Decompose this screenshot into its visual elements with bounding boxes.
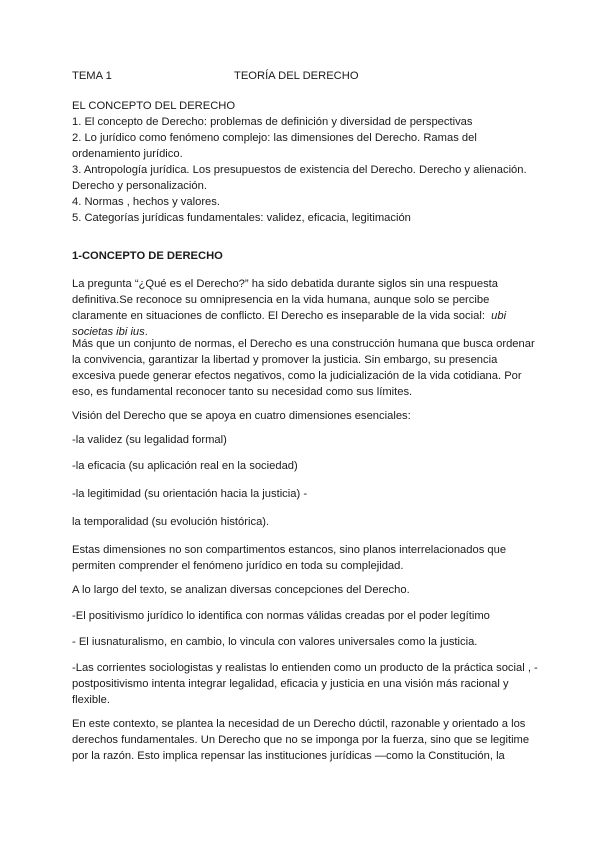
- dimension-eficacia: -la eficacia (su aplicación real en la sociedad): [72, 460, 298, 472]
- index-item-5: 5. Categorías jurídicas fundamentales: validez, eficacia, legitimación: [72, 212, 411, 224]
- paragraph-2: Más que un conjunto de normas, el Derecho es una construcción humana que busca ordenar la convivencia, garantizar la libertad y promover la justicia. Sin embargo, su presencia excesiva puede generar efectos negativos, como la judicialización de la vida cotidiana. Por eso, es fundamental reconocer tanto su necesidad como sus límites.: [72, 338, 535, 398]
- paragraph-1-end: .: [144, 326, 148, 338]
- index-item-4: 4. Normas , hechos y valores.: [72, 196, 220, 208]
- paragraph-7: - El iusnaturalismo, en cambio, lo vincula con valores universales como la justicia.: [72, 636, 478, 648]
- dimension-validez: -la validez (su legalidad formal): [72, 434, 227, 446]
- index-heading: EL CONCEPTO DEL DERECHO: [72, 100, 236, 112]
- paragraph-1: [72, 276, 542, 340]
- paragraph-6: -El positivismo jurídico lo identifica con normas válidas creadas por el poder legítimo: [72, 610, 490, 622]
- index-item-1: 1. El concepto de Derecho: problemas de definición y diversidad de perspectivas: [72, 116, 473, 128]
- latin-phrase: ubi societas ibi ius: [72, 310, 507, 338]
- dimension-temporalidad: la temporalidad (su evolución histórica).: [72, 516, 270, 528]
- paragraph-1-text: La pregunta “¿Qué es el Derecho?” ha sido debatida durante siglos sin una respuesta definitiva.Se reconoce su omnipresencia en la vida humana, aunque solo se percibe claramente en situaciones de conflicto. El Derecho es inseparable de la vida social:: [72, 278, 499, 322]
- index-item-2: 2. Lo jurídico como fenómeno complejo: las dimensiones del Derecho. Ramas del ordenamiento jurídico.: [72, 132, 477, 160]
- paragraph-9: En este contexto, se plantea la necesidad de un Derecho dúctil, razonable y orientado a los derechos fundamentales. Un Derecho que no se imponga por la fuerza, sino que se legitime por la razón. Esto implica repensar las instituciones jurídicas —como la Constitución, la: [72, 718, 530, 762]
- paragraph-4: Estas dimensiones no son compartimentos estancos, sino planos interrelacionados que permiten comprender el fenómeno jurídico en toda su complejidad.: [72, 544, 507, 572]
- paragraph-5: A lo largo del texto, se analizan diversas concepciones del Derecho.: [72, 584, 410, 596]
- section-heading: 1-CONCEPTO DE DERECHO: [72, 250, 223, 262]
- paragraph-8: -Las corrientes sociologistas y realistas lo entienden como un producto de la práctica social , -postpositivismo intenta integrar legalidad, eficacia y justicia en una visión más racional y flexible.: [72, 662, 538, 706]
- index-item-3: 3. Antropología jurídica. Los presupuestos de existencia del Derecho. Derecho y alienación. Derecho y personalización.: [72, 164, 527, 192]
- tema-label: TEMA 1: [72, 70, 112, 82]
- dimension-legitimidad: -la legitimidad (su orientación hacia la justicia) -: [72, 488, 308, 500]
- document-title: TEORÍA DEL DERECHO: [234, 70, 359, 82]
- paragraph-3: Visión del Derecho que se apoya en cuatro dimensiones esenciales:: [72, 410, 411, 422]
